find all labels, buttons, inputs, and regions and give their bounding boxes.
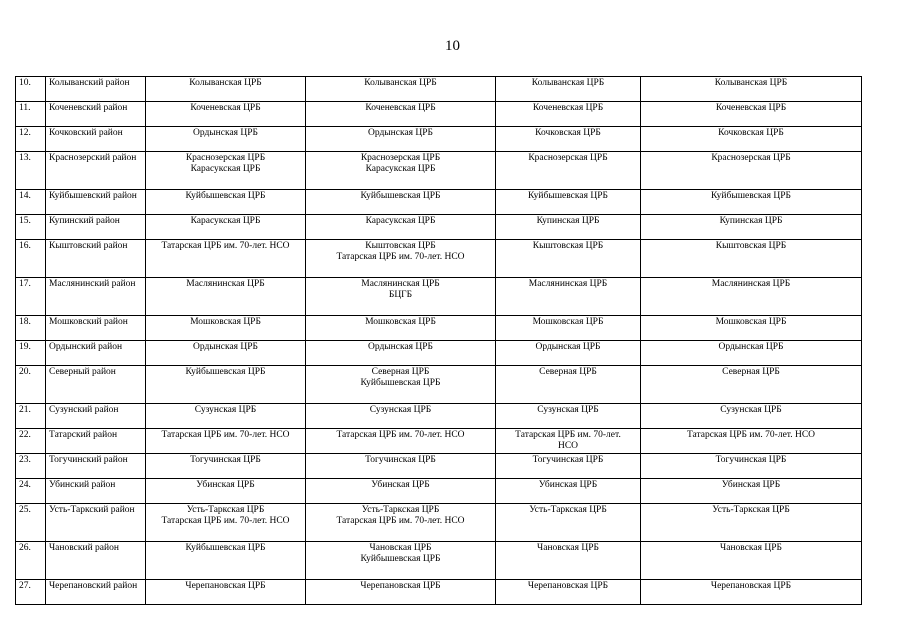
hospital-cell — [641, 504, 862, 542]
hospital-name: Кочковская ЦРБ — [535, 128, 601, 138]
table-row — [16, 504, 862, 542]
hospital-cell — [496, 77, 641, 102]
hospital-name: Ордынская ЦРБ — [718, 342, 784, 352]
hospital-name: Татарская ЦРБ им. 70-лет. НСО — [336, 252, 465, 262]
hospital-cell — [496, 102, 641, 127]
row-number: 15. — [16, 215, 46, 240]
table-row — [16, 454, 862, 479]
hospital-cell — [641, 190, 862, 215]
row-number: 12. — [16, 127, 46, 152]
hospital-cell — [146, 404, 306, 429]
hospital-cell — [641, 240, 862, 278]
table-row — [16, 152, 862, 190]
row-number: 26. — [16, 542, 46, 580]
hospital-name: Тогучинская ЦРБ — [715, 455, 787, 465]
district-name: Ордынский район — [46, 341, 146, 366]
hospital-cell — [146, 316, 306, 341]
row-number: 13. — [16, 152, 46, 190]
page-number: 10 — [445, 38, 460, 54]
hospital-name: Мошковская ЦРБ — [190, 317, 261, 327]
hospital-name: Татарская ЦРБ им. 70-лет. НСО — [686, 430, 816, 440]
district-name: Кочковский район — [46, 127, 146, 152]
hospital-cell — [146, 152, 306, 190]
hospital-cell — [146, 429, 306, 454]
table-row — [16, 102, 862, 127]
hospital-name: Коченевская ЦРБ — [715, 103, 787, 113]
hospital-cell — [641, 102, 862, 127]
table-row — [16, 240, 862, 278]
hospital-cell — [146, 341, 306, 366]
hospital-cell — [641, 454, 862, 479]
hospital-cell — [306, 127, 496, 152]
hospital-cell — [641, 316, 862, 341]
district-name: Татарский район — [46, 429, 146, 454]
hospital-name: Колыванская ЦРБ — [531, 78, 605, 88]
hospital-name: Карасукская ЦРБ — [365, 216, 436, 226]
hospital-name: Сузунская ЦРБ — [369, 405, 432, 415]
hospital-cell — [496, 429, 641, 454]
hospital-name: Купинская ЦРБ — [536, 216, 600, 226]
hospital-cell — [641, 152, 862, 190]
row-number: 27. — [16, 580, 46, 605]
hospital-name: Маслянинская ЦРБ — [528, 279, 608, 289]
row-number: 21. — [16, 404, 46, 429]
district-name: Кыштовский район — [46, 240, 146, 278]
row-number: 20. — [16, 366, 46, 404]
hospital-name: Купинская ЦРБ — [719, 216, 783, 226]
district-name: Усть-Таркский район — [46, 504, 146, 542]
row-number: 25. — [16, 504, 46, 542]
hospital-name: Убинская ЦРБ — [538, 480, 598, 490]
hospital-cell — [496, 127, 641, 152]
hospital-cell — [641, 127, 862, 152]
hospital-name: Куйбышевская ЦРБ — [185, 191, 266, 201]
hospital-name: Сузунская ЦРБ — [720, 405, 782, 415]
hospital-name: Убинская ЦРБ — [371, 480, 430, 490]
hospital-name: Краснозерская ЦРБ — [528, 153, 608, 163]
hospital-cell — [641, 341, 862, 366]
hospital-name: Коченевская ЦРБ — [365, 103, 436, 113]
district-name: Черепановский район — [46, 580, 146, 605]
district-name: Коченевский район — [46, 102, 146, 127]
hospital-cell — [496, 152, 641, 190]
district-name: Чановский район — [46, 542, 146, 580]
hospital-name: Ордынская ЦРБ — [535, 342, 601, 352]
hospital-name: Усть-Таркская ЦРБ — [361, 505, 440, 515]
district-name: Маслянинский район — [46, 278, 146, 316]
hospital-name: Карасукская ЦРБ — [365, 164, 436, 174]
hospital-cell — [146, 504, 306, 542]
hospital-cell — [641, 278, 862, 316]
hospital-cell — [146, 278, 306, 316]
hospital-cell — [496, 454, 641, 479]
table-row — [16, 479, 862, 504]
hospital-cell — [641, 77, 862, 102]
hospital-cell — [146, 127, 306, 152]
hospital-cell — [306, 542, 496, 580]
hospital-name: Колыванская ЦРБ — [189, 78, 262, 88]
hospital-name: Кыштовская ЦРБ — [532, 241, 604, 251]
hospital-name: Колыванская ЦРБ — [714, 78, 788, 88]
hospital-cell — [146, 542, 306, 580]
hospital-cell — [306, 77, 496, 102]
hospital-name: Колыванская ЦРБ — [364, 78, 437, 88]
hospital-name: Татарская ЦРБ им. 70-лет. НСО — [161, 516, 290, 526]
hospital-name: Кыштовская ЦРБ — [365, 241, 436, 251]
table-row — [16, 215, 862, 240]
hospital-name: Черепановская ЦРБ — [185, 581, 266, 591]
hospital-name: Ордынская ЦРБ — [192, 128, 259, 138]
hospital-cell — [306, 479, 496, 504]
table-row — [16, 542, 862, 580]
row-number: 16. — [16, 240, 46, 278]
hospital-name: Черепановская ЦРБ — [710, 581, 792, 591]
hospital-name: Мошковская ЦРБ — [715, 317, 787, 327]
table-row — [16, 580, 862, 605]
hospital-cell — [306, 240, 496, 278]
hospital-cell — [146, 454, 306, 479]
hospital-name: Чановская ЦРБ — [720, 543, 782, 553]
district-name: Мошковский район — [46, 316, 146, 341]
hospital-cell — [146, 77, 306, 102]
hospital-name: Чановская ЦРБ — [369, 543, 432, 553]
hospital-name: Черепановская ЦРБ — [527, 581, 609, 591]
hospital-cell — [496, 504, 641, 542]
table-row — [16, 366, 862, 404]
hospital-cell — [496, 190, 641, 215]
row-number: 24. — [16, 479, 46, 504]
row-number: 11. — [16, 102, 46, 127]
hospital-name: Северная ЦРБ — [722, 367, 780, 377]
hospital-cell — [306, 102, 496, 127]
hospital-name: Сузунская ЦРБ — [537, 405, 599, 415]
hospital-name: Северная ЦРБ — [371, 367, 430, 377]
hospital-cell — [641, 215, 862, 240]
hospital-cell — [496, 215, 641, 240]
hospital-name: Куйбышевская ЦРБ — [360, 191, 441, 201]
hospital-name: БЦГБ — [388, 290, 413, 300]
hospital-cell — [306, 429, 496, 454]
hospital-name: Краснозерская ЦРБ — [360, 153, 441, 163]
table-row — [16, 341, 862, 366]
hospital-name: НСО — [557, 441, 579, 451]
district-name: Краснозерский район — [46, 152, 146, 190]
district-name: Северный район — [46, 366, 146, 404]
hospital-cell — [146, 240, 306, 278]
hospital-name: Татарская ЦРБ им. 70-лет. НСО — [161, 430, 290, 440]
row-number: 14. — [16, 190, 46, 215]
hospital-name: Северная ЦРБ — [539, 367, 597, 377]
hospital-name: Куйбышевская ЦРБ — [185, 367, 266, 377]
hospital-name: Усть-Таркская ЦРБ — [186, 505, 265, 515]
hospital-cell — [146, 215, 306, 240]
hospital-name: Кочковская ЦРБ — [718, 128, 784, 138]
hospital-name: Сузунская ЦРБ — [194, 405, 257, 415]
hospital-cell — [641, 542, 862, 580]
hospital-name: Коченевская ЦРБ — [190, 103, 261, 113]
table-row — [16, 429, 862, 454]
row-number: 22. — [16, 429, 46, 454]
hospital-name: Чановская ЦРБ — [537, 543, 599, 553]
district-name: Куйбышевский район — [46, 190, 146, 215]
hospital-cell — [146, 366, 306, 404]
row-number: 18. — [16, 316, 46, 341]
district-name: Тогучинский район — [46, 454, 146, 479]
district-name: Купинский район — [46, 215, 146, 240]
hospital-cell — [306, 215, 496, 240]
hospital-cell — [306, 278, 496, 316]
hospital-name: Тогучинская ЦРБ — [190, 455, 261, 465]
hospital-cell — [496, 366, 641, 404]
hospital-cell — [306, 454, 496, 479]
district-name: Колыванский район — [46, 77, 146, 102]
hospital-name: Татарская ЦРБ им. 70-лет. НСО — [336, 516, 465, 526]
hospital-name: Куйбышевская ЦРБ — [528, 191, 608, 201]
hospital-name: Карасукская ЦРБ — [190, 216, 261, 226]
hospital-name: Ордынская ЦРБ — [192, 342, 259, 352]
hospital-cell — [496, 479, 641, 504]
hospital-cell — [496, 278, 641, 316]
hospital-name: Маслянинская ЦРБ — [186, 279, 265, 289]
hospital-name: Убинская ЦРБ — [196, 480, 255, 490]
hospital-cell — [306, 404, 496, 429]
hospital-name: Карасукская ЦРБ — [190, 164, 261, 174]
hospital-cell — [641, 404, 862, 429]
hospital-name: Куйбышевская ЦРБ — [360, 554, 441, 564]
hospital-name: Маслянинская ЦРБ — [711, 279, 791, 289]
hospital-name: Убинская ЦРБ — [721, 480, 781, 490]
hospital-name: Куйбышевская ЦРБ — [360, 378, 441, 388]
hospital-cell — [641, 580, 862, 605]
hospital-cell — [306, 366, 496, 404]
hospital-name: Татарская ЦРБ им. 70-лет. НСО — [336, 430, 465, 440]
hospital-cell — [306, 504, 496, 542]
hospital-name: Черепановская ЦРБ — [360, 581, 441, 591]
row-number: 23. — [16, 454, 46, 479]
hospital-cell — [146, 479, 306, 504]
table-row — [16, 404, 862, 429]
hospital-name: Кыштовская ЦРБ — [715, 241, 787, 251]
hospital-cell — [496, 580, 641, 605]
district-name: Сузунский район — [46, 404, 146, 429]
hospital-cell — [306, 152, 496, 190]
hospital-name: Тогучинская ЦРБ — [365, 455, 436, 465]
table-row — [16, 316, 862, 341]
hospital-cell — [306, 190, 496, 215]
hospital-name: Куйбышевская ЦРБ — [711, 191, 791, 201]
hospital-name: Татарская ЦРБ им. 70-лет. НСО — [161, 241, 290, 251]
hospital-name: Маслянинская ЦРБ — [361, 279, 440, 289]
hospital-cell — [146, 580, 306, 605]
hospital-name: Мошковская ЦРБ — [532, 317, 604, 327]
hospital-cell — [146, 190, 306, 215]
hospital-cell — [306, 341, 496, 366]
hospital-cell — [641, 479, 862, 504]
hospital-cell — [306, 316, 496, 341]
row-number: 10. — [16, 77, 46, 102]
hospital-name: Мошковская ЦРБ — [365, 317, 436, 327]
hospital-cell — [641, 429, 862, 454]
table-row — [16, 190, 862, 215]
hospital-cell — [146, 102, 306, 127]
hospital-cell — [306, 580, 496, 605]
district-name: Убинский район — [46, 479, 146, 504]
hospital-cell — [496, 316, 641, 341]
hospital-name: Куйбышевская ЦРБ — [185, 543, 266, 553]
row-number: 17. — [16, 278, 46, 316]
table-row — [16, 77, 862, 102]
table-row — [16, 278, 862, 316]
hospital-name: Татарская ЦРБ им. 70-лет. — [515, 430, 621, 440]
hospital-cell — [496, 404, 641, 429]
table-body — [16, 77, 862, 605]
hospital-name: Краснозерская ЦРБ — [711, 153, 791, 163]
hospital-name: Ордынская ЦРБ — [367, 128, 434, 138]
hospital-name: Усть-Таркская ЦРБ — [529, 505, 607, 515]
hospital-name: Ордынская ЦРБ — [367, 342, 434, 352]
hospital-name: Усть-Таркская ЦРБ — [712, 505, 790, 515]
hospital-cell — [496, 542, 641, 580]
hospital-cell — [496, 341, 641, 366]
hospital-name: Тогучинская ЦРБ — [532, 455, 604, 465]
hospital-cell — [641, 366, 862, 404]
hospital-name: Краснозерская ЦРБ — [185, 153, 266, 163]
table-row — [16, 127, 862, 152]
row-number: 19. — [16, 341, 46, 366]
hospital-cell — [496, 240, 641, 278]
district-hospital-table — [15, 76, 862, 605]
hospital-name: Коченевская ЦРБ — [532, 103, 604, 113]
